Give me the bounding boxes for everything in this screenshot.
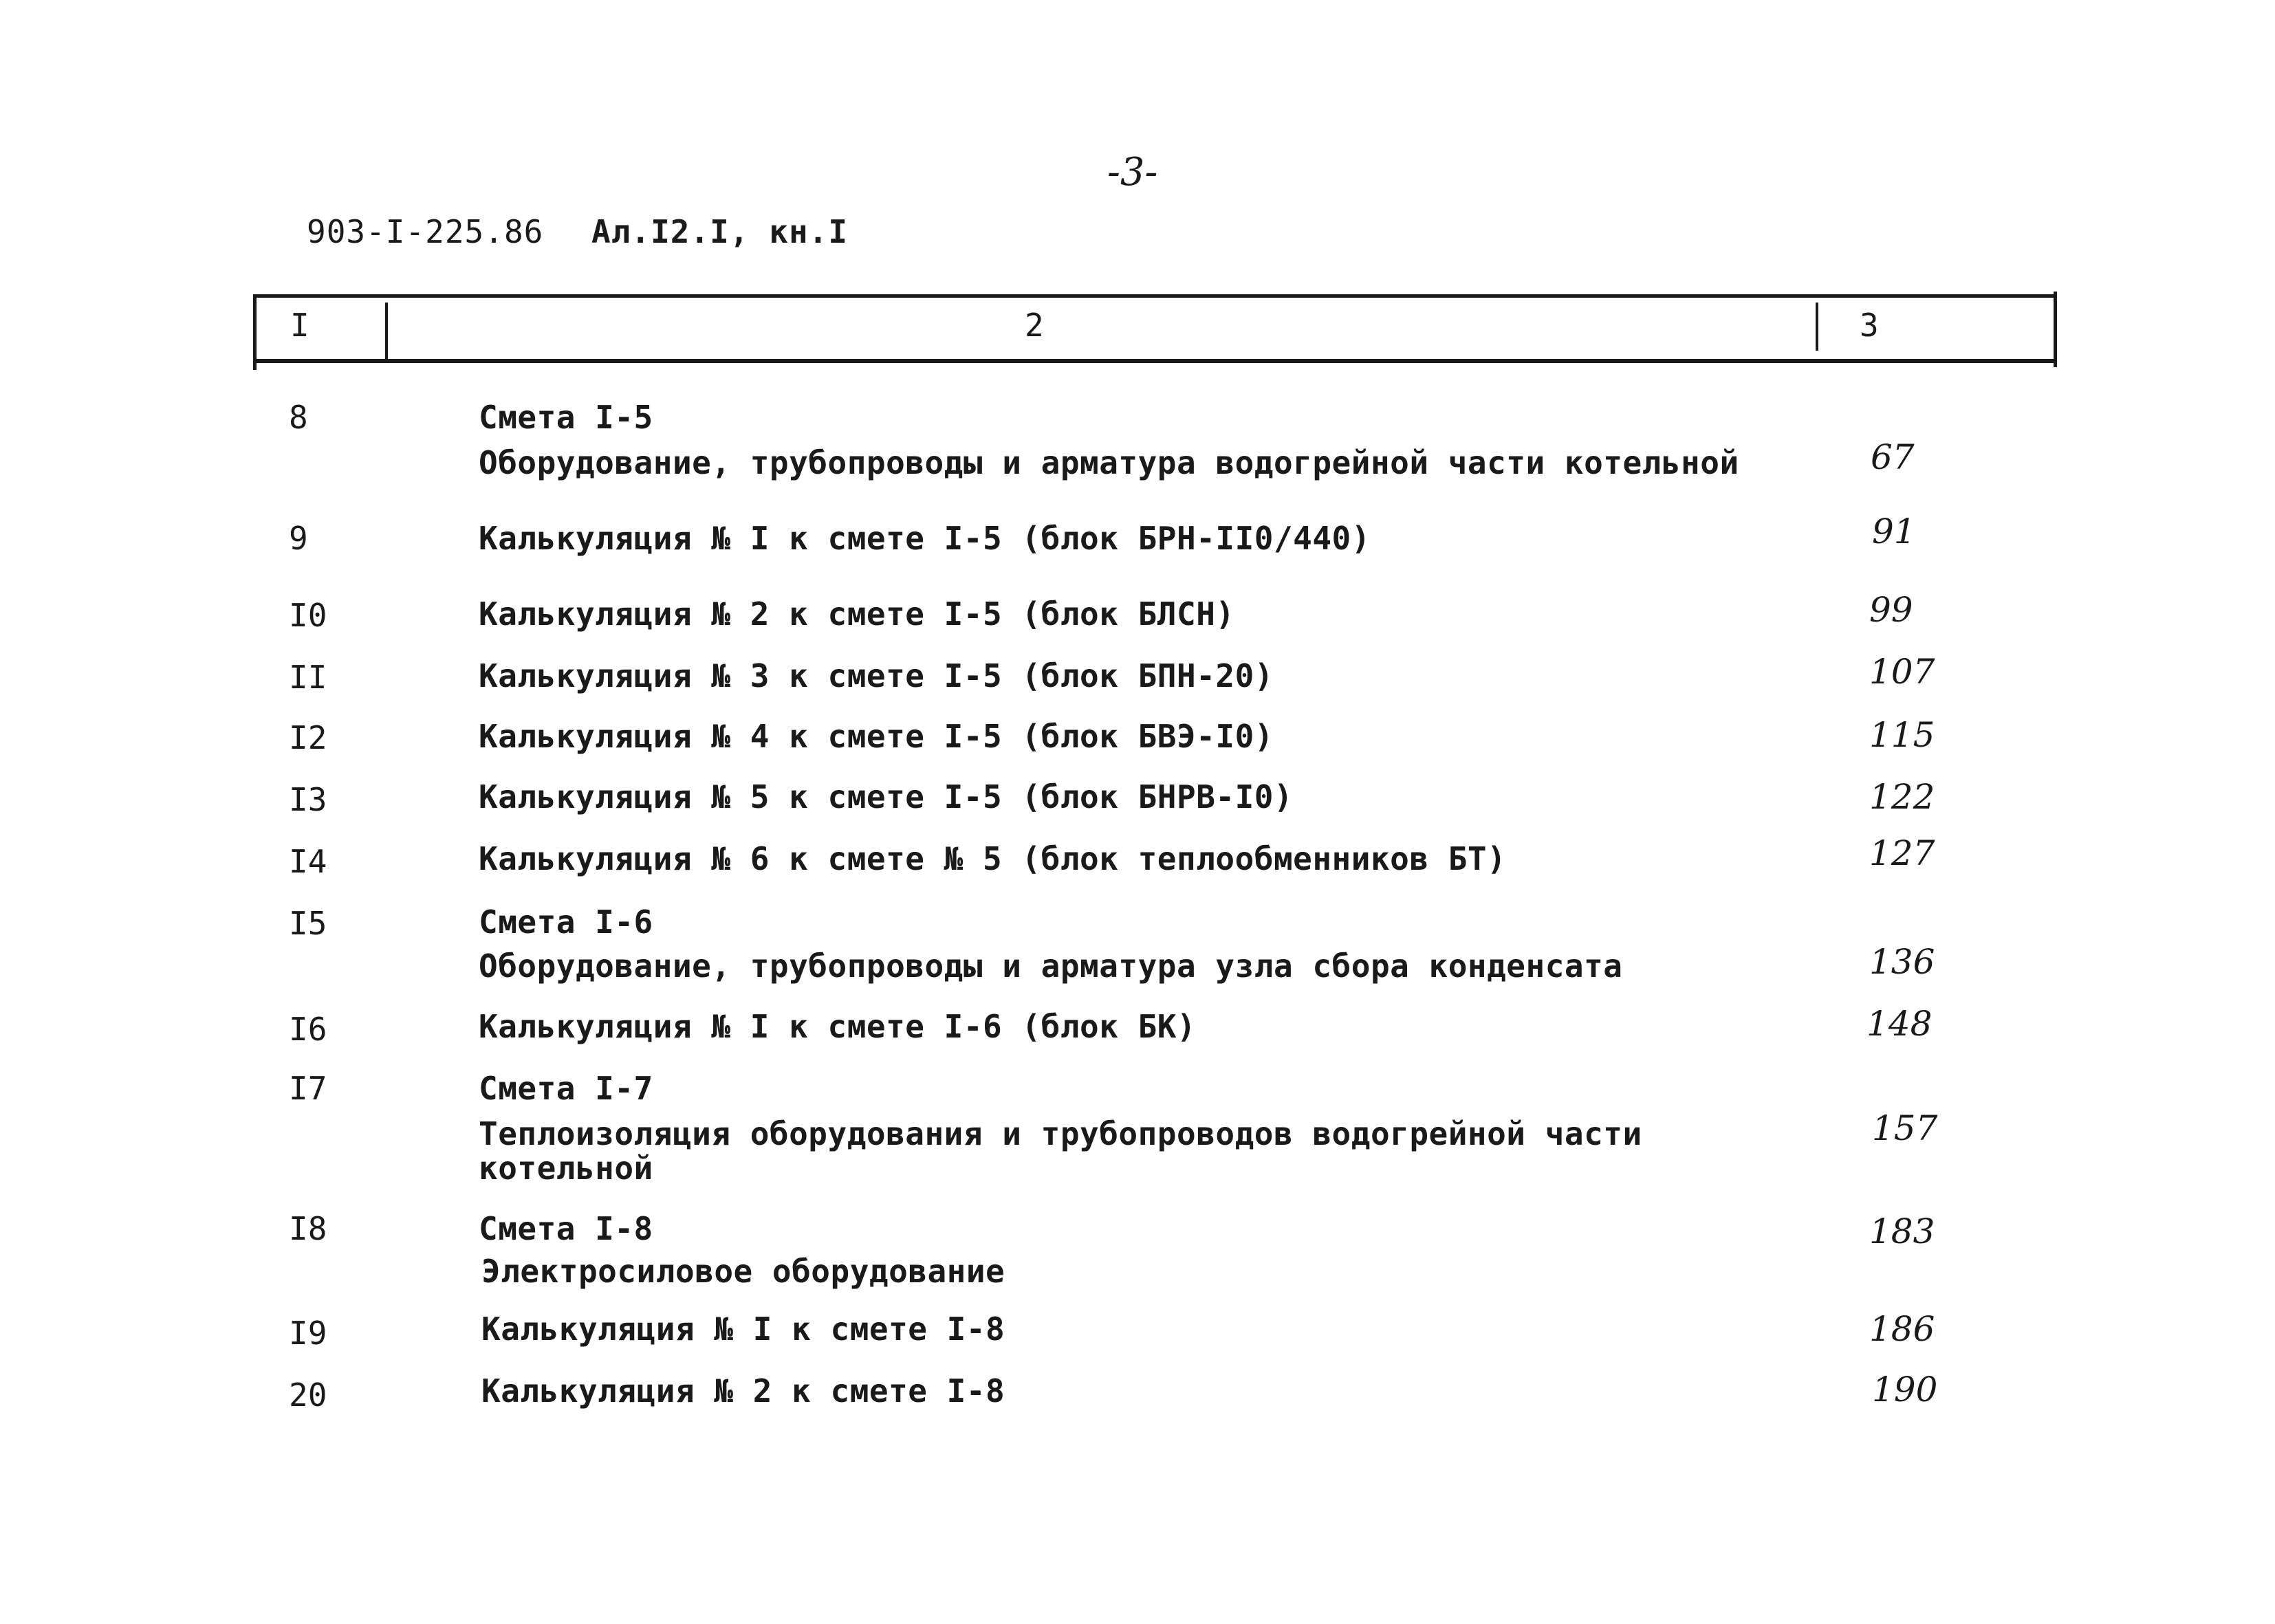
row-page: 157 — [1872, 1108, 1938, 1148]
table-header-top-rule — [253, 294, 2056, 298]
row-description: Оборудование, трубопроводы и арматура водогрейной части котельной — [479, 444, 1739, 481]
row-number: 9 — [289, 520, 308, 557]
row-title: Смета I-5 — [479, 399, 653, 436]
row-number: I6 — [289, 1011, 327, 1048]
column-divider-right — [2054, 292, 2057, 367]
row-title: Калькуляция № I к смете I-5 (блок БРН-II0/440) — [479, 520, 1371, 557]
row-description: Теплоизоляция оборудования и трубопроводов водогрейной части — [479, 1115, 1642, 1152]
row-title: Калькуляция № 5 к смете I-5 (блок БНРВ-I0) — [479, 778, 1294, 815]
row-title: Смета I-7 — [479, 1070, 653, 1107]
row-number: I9 — [289, 1315, 327, 1352]
row-title: Калькуляция № 6 к смете № 5 (блок теплообменников БТ) — [479, 840, 1507, 877]
row-page: 107 — [1869, 652, 1935, 692]
row-title: Калькуляция № 2 к смете I-8 — [481, 1372, 1005, 1409]
row-number: II — [289, 659, 327, 696]
column-header-1: I — [290, 307, 309, 344]
row-number: I8 — [289, 1210, 327, 1247]
row-title: Калькуляция № I к смете I-8 — [481, 1310, 1005, 1348]
row-page: 122 — [1869, 777, 1935, 817]
row-number: I5 — [289, 905, 327, 942]
row-page: 115 — [1869, 715, 1935, 755]
document-code: 903-I-225.86 — [307, 213, 544, 250]
row-page: 67 — [1871, 437, 1915, 477]
row-title: Смета I-6 — [479, 903, 653, 941]
row-title: Калькуляция № 3 к смете I-5 (блок БПН-20) — [479, 657, 1274, 694]
row-page: 190 — [1872, 1370, 1938, 1409]
row-page: 186 — [1869, 1309, 1935, 1349]
row-title: Калькуляция № 2 к смете I-5 (блок БЛСН) — [479, 595, 1235, 633]
column-header-2: 2 — [1025, 307, 1044, 344]
row-page: 183 — [1869, 1211, 1935, 1251]
row-number: I2 — [289, 719, 327, 756]
column-divider-1 — [385, 303, 388, 359]
row-number: I3 — [289, 781, 327, 818]
row-page: 136 — [1869, 942, 1935, 982]
row-description: Оборудование, трубопроводы и арматура узла сбора конденсата — [479, 947, 1623, 985]
row-number: 8 — [289, 399, 308, 436]
row-page: 99 — [1869, 590, 1913, 630]
row-description: Электросиловое оборудование — [481, 1253, 1005, 1290]
column-header-3: 3 — [1860, 307, 1879, 344]
row-page: 91 — [1872, 512, 1916, 551]
row-number: I4 — [289, 843, 327, 880]
row-number: 20 — [289, 1376, 327, 1414]
page-number: -3- — [1107, 150, 1158, 195]
row-title: Калькуляция № 4 к смете I-5 (блок БВЭ-I0) — [479, 718, 1274, 755]
album-reference: Ал.I2.I, кн.I — [591, 213, 849, 250]
row-number: I0 — [289, 597, 327, 634]
row-description-continued: котельной — [479, 1150, 653, 1187]
table-header-bottom-rule — [253, 359, 2056, 363]
column-divider-left — [253, 294, 257, 370]
row-page: 127 — [1869, 833, 1935, 873]
row-page: 148 — [1866, 1004, 1933, 1044]
column-divider-2 — [1816, 303, 1818, 351]
row-number: I7 — [289, 1070, 327, 1107]
row-title: Калькуляция № I к смете I-6 (блок БК) — [479, 1008, 1197, 1045]
row-title: Смета I-8 — [479, 1210, 653, 1247]
